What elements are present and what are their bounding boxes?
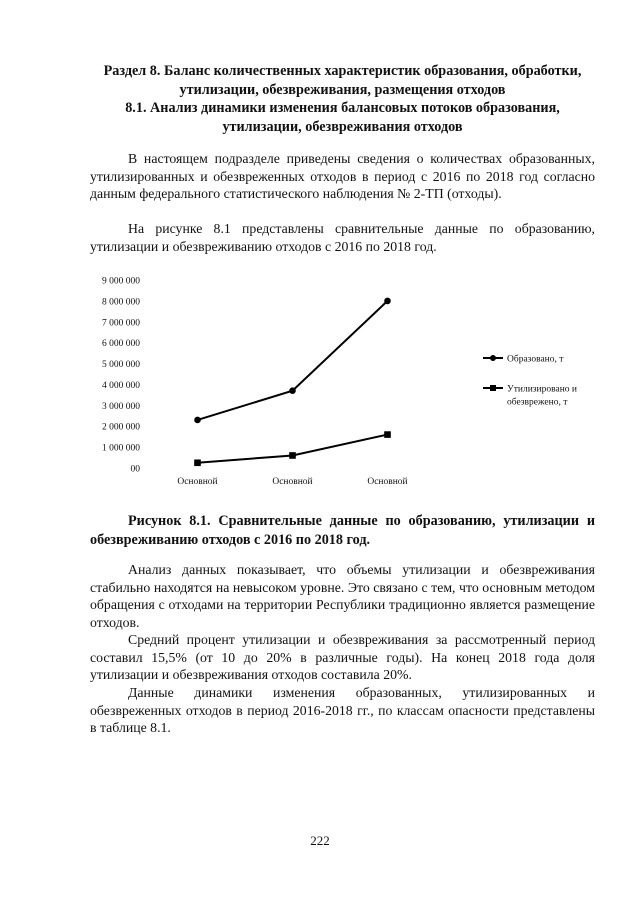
data-point [289, 387, 296, 394]
y-tick-label: 2 000 000 [102, 422, 140, 433]
y-tick-label: 4 000 000 [102, 380, 140, 391]
data-point [194, 417, 201, 424]
legend-label: Образовано, т [507, 354, 564, 365]
page-number: 222 [310, 833, 330, 848]
y-tick-label: 7 000 000 [102, 318, 140, 329]
y-tick-label: 6 000 000 [102, 339, 140, 350]
y-tick-label: 00 [130, 464, 140, 475]
y-tick-label: 1 000 000 [102, 443, 140, 454]
data-point [384, 298, 391, 305]
series-line-1 [198, 301, 388, 420]
intro-paragraph-2: На рисунке 8.1 представлены сравнительные данные по образованию, утилизации и обезвреживанию отходов с 2016 по 2018 год. [90, 221, 595, 254]
x-tick-label: Основной [272, 477, 313, 487]
x-tick-label: Основной [367, 477, 408, 487]
chart-svg [90, 268, 600, 496]
legend-label: Утилизировано и [507, 384, 577, 395]
analysis-paragraph-2: Средний процент утилизации и обезвреживания за рассмотренный период составил 15,5% (от 10 до 20% в различные годы). На конец 2018 года доля утилизации и обезвреживания отходов составила 20%. [90, 632, 595, 682]
data-point [289, 452, 296, 459]
data-point [194, 459, 201, 466]
section-heading [90, 62, 595, 136]
y-tick-label: 8 000 000 [102, 297, 140, 308]
section-title: Раздел 8. Баланс количественных характеристик образования, обработки, утилизации, обезвреживания, размещения отходов [103, 63, 582, 98]
analysis-paragraph-1: Анализ данных показывает, что объемы утилизации и обезвреживания стабильно находятся на невысоком уровне. Это связано с тем, что основным методом обращения с отходами на территории Республики традиционно является размещение отходов. [90, 562, 595, 630]
subsection-title: 8.1. Анализ динамики изменения балансовых потоков образования, утилизации, обезвреживания отходов [125, 100, 560, 135]
legend-marker [490, 385, 496, 391]
legend-marker [490, 355, 496, 361]
y-tick-label: 3 000 000 [102, 401, 140, 412]
analysis-paragraph-3: Данные динамики изменения образованных, утилизированных и обезвреженных отходов в период 2016-2018 гг., по классам опасности представлены в таблице 8.1. [90, 685, 595, 735]
y-tick-label: 5 000 000 [102, 360, 140, 371]
line-chart [90, 268, 600, 496]
data-point [384, 431, 391, 438]
y-tick-label: 9 000 000 [102, 276, 140, 287]
intro-paragraph-1: В настоящем подразделе приведены сведения о количествах образованных, утилизированных и обезвреженных отходов в период с 2016 по 2018 год согласно данным федерального статистического наблюдения № 2-ТП (отходы). [90, 151, 595, 201]
legend-label: обезврежено, т [507, 397, 568, 408]
figure-caption: Рисунок 8.1. Сравнительные данные по образованию, утилизации и обезвреживанию отходов с 2016 по 2018 год. [90, 513, 595, 548]
x-tick-label: Основной [177, 477, 218, 487]
